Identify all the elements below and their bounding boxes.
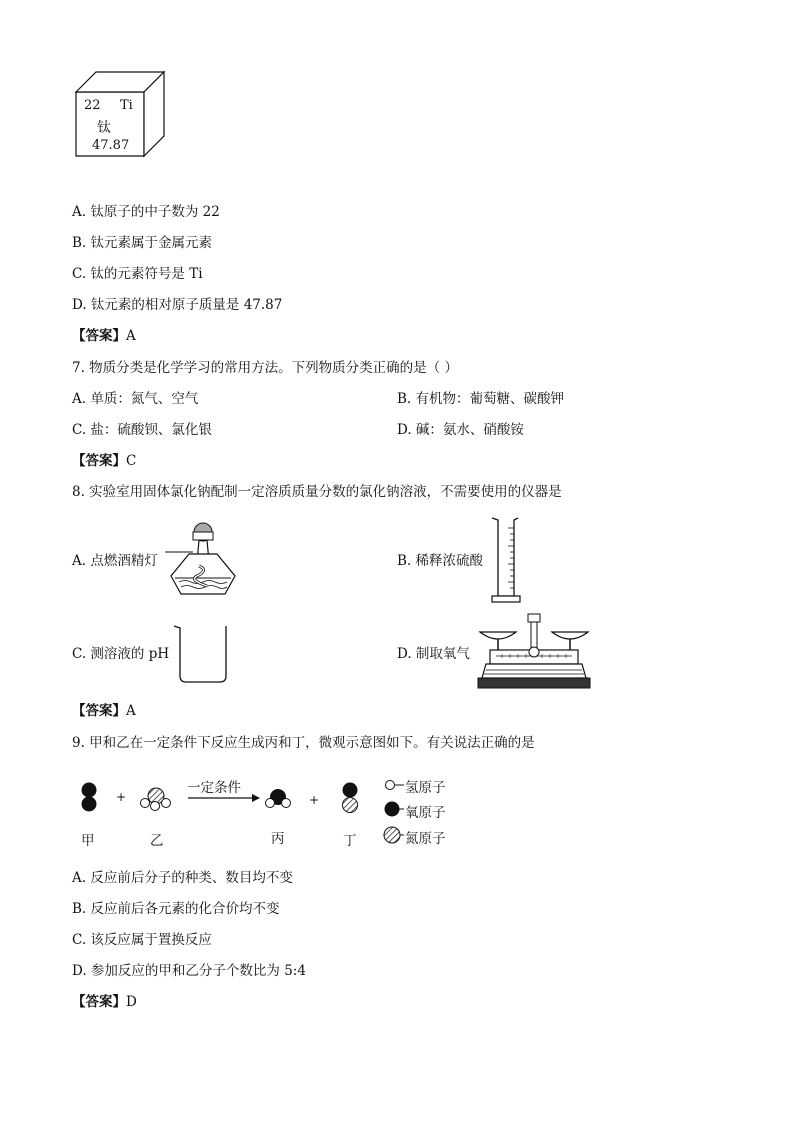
element-number: 22	[84, 98, 101, 113]
answer-value: C	[126, 453, 137, 469]
label-yi: 乙	[150, 833, 164, 849]
molecule-jia	[82, 783, 97, 812]
legend-hydrogen-label: 氢原子	[405, 780, 446, 796]
element-mass: 47.87	[92, 138, 130, 153]
beaker-icon	[172, 622, 234, 684]
q8-option-c: C. 测溶液的 pH	[72, 646, 170, 662]
molecule-ding	[343, 783, 358, 813]
label-bing: 丙	[271, 831, 285, 847]
q9-option-c: C. 该反应属于置换反应	[72, 932, 212, 948]
answer-value: D	[126, 994, 137, 1010]
molecule-bing	[266, 789, 291, 808]
q7-option-a: A. 单质：氮气、空气	[72, 391, 199, 407]
legend-oxygen-icon	[385, 802, 405, 817]
element-symbol: Ti	[120, 98, 133, 113]
q9-answer	[72, 993, 137, 1011]
q7-option-b: B. 有机物：葡萄糖、碳酸钾	[397, 391, 565, 407]
alcohol-lamp-icon	[163, 518, 245, 598]
q6-answer	[72, 327, 136, 345]
q9-stem: 9. 甲和乙在一定条件下反应生成丙和丁，微观示意图如下。有关说法正确的是	[72, 735, 535, 751]
label-jia: 甲	[81, 833, 95, 849]
q9-option-a: A. 反应前后分子的种类、数目均不变	[72, 870, 293, 886]
answer-value: A	[126, 328, 136, 344]
legend-oxygen-label: 氧原子	[405, 805, 446, 821]
legend-nitrogen-icon	[384, 827, 404, 843]
answer-label: 【答案】	[72, 328, 126, 344]
graduated-cylinder-icon	[488, 514, 524, 606]
q8-answer	[72, 702, 136, 720]
q6-option-b: B. 钛元素属于金属元素	[72, 235, 213, 251]
q8-stem: 8. 实验室用固体氯化钠配制一定溶质质量分数的氯化钠溶液，不需要使用的仪器是	[72, 484, 562, 500]
q8-option-a: A. 点燃酒精灯	[72, 553, 158, 569]
answer-label: 【答案】	[72, 994, 126, 1010]
reaction-condition: 一定条件	[187, 780, 241, 796]
molecule-yi	[141, 788, 171, 811]
q8-option-b: B. 稀释浓硫酸	[397, 553, 484, 569]
label-ding: 丁	[343, 833, 357, 849]
q9-option-d: D. 参加反应的甲和乙分子个数比为 5:4	[72, 963, 306, 979]
plus-sign-2: +	[309, 793, 320, 807]
q6-option-d: D. 钛元素的相对原子质量是 47.87	[72, 297, 283, 313]
answer-label: 【答案】	[72, 453, 126, 469]
q6-option-c: C. 钛的元素符号是 Ti	[72, 266, 203, 282]
q9-option-b: B. 反应前后各元素的化合价均不变	[72, 901, 280, 917]
q7-answer	[72, 452, 136, 470]
answer-label: 【答案】	[72, 703, 126, 719]
q6-option-a: A. 钛原子的中子数为 22	[72, 204, 220, 220]
element-name: 钛	[97, 120, 111, 136]
q7-stem: 7. 物质分类是化学学习的常用方法。下列物质分类正确的是（ ）	[72, 360, 458, 376]
answer-value: A	[126, 703, 136, 719]
legend-nitrogen-label: 氮原子	[405, 831, 446, 847]
q7-option-c: C. 盐：硫酸钡、氯化银	[72, 422, 212, 438]
q8-option-d: D. 制取氧气	[397, 646, 470, 662]
q7-option-d: D. 碱：氨水、硝酸铵	[397, 422, 524, 438]
plus-sign-1: +	[116, 790, 127, 804]
balance-scale-icon	[476, 612, 592, 692]
legend-hydrogen-icon	[386, 781, 405, 790]
